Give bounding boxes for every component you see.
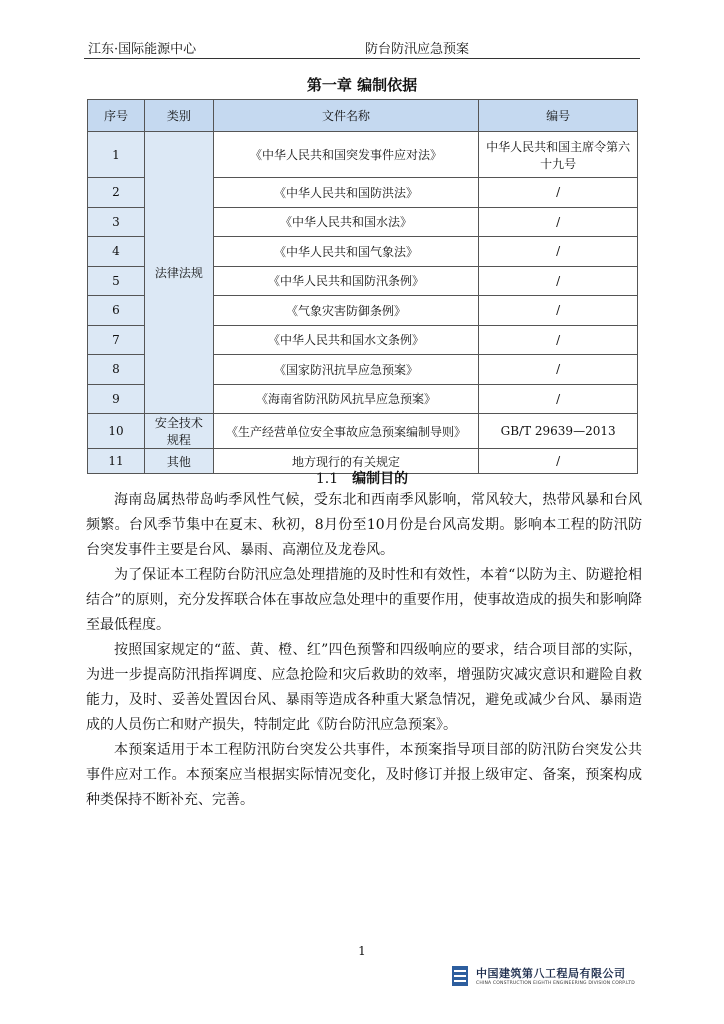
row-document-name: 《海南省防汛防风抗旱应急预案》: [213, 384, 478, 414]
row-code: /: [479, 325, 638, 355]
row-document-name: 地方现行的有关规定: [213, 449, 478, 474]
footer-company-name-en: CHINA CONSTRUCTION EIGHTH ENGINEERING DIVISION CORP.LTD: [476, 981, 635, 986]
table-row: [88, 414, 638, 449]
footer-company-name: 中国建筑第八工程局有限公司: [476, 967, 626, 980]
table-header-row: [88, 100, 638, 132]
table-row: [88, 132, 638, 178]
section-title: 编制目的: [352, 471, 409, 487]
row-code: /: [479, 237, 638, 267]
page-number: 1: [358, 944, 366, 958]
body-text: [86, 488, 642, 813]
row-code: /: [479, 449, 638, 474]
column-header-code: 编号: [479, 100, 638, 132]
row-document-name: 《中华人民共和国水法》: [213, 207, 478, 237]
section-heading: [0, 468, 724, 488]
column-header-category: 类别: [144, 100, 213, 132]
row-document-name: 《生产经营单位安全事故应急预案编制导则》: [213, 414, 478, 449]
section-number: 1.1: [315, 471, 339, 487]
chapter-title: 第一章 编制依据: [306, 76, 418, 94]
row-document-name: 《国家防汛抗旱应急预案》: [213, 355, 478, 385]
paragraph: 按照国家规定的“蓝、黄、橙、红”四色预警和四级响应的要求，结合项目部的实际，为进一步提高防汛指挥调度、应急抢险和灾后救助的效率，增强防灾减灾意识和避险自救能力，及时、妥善处置因台风、暴雨等造成各种重大紧急情况，避免或减少台风、暴雨造成的人员伤亡和财产损失，特制定此《防台防汛应急预案》。: [86, 642, 642, 733]
row-document-name: 《中华人民共和国防洪法》: [213, 178, 478, 208]
row-index: 7: [88, 325, 145, 355]
row-document-name: 《中华人民共和国水文条例》: [213, 325, 478, 355]
row-code: /: [479, 266, 638, 296]
row-index: 5: [88, 266, 145, 296]
row-category: 安全技术规程: [144, 414, 213, 449]
row-index: 4: [88, 237, 145, 267]
row-document-name: 《气象灾害防御条例》: [213, 296, 478, 326]
row-index: 10: [88, 414, 145, 449]
row-category: 法律法规: [144, 132, 213, 414]
row-index: 3: [88, 207, 145, 237]
row-document-name: 《中华人民共和国突发事件应对法》: [213, 132, 478, 178]
row-index: 9: [88, 384, 145, 414]
regulations-table: [87, 99, 638, 474]
paragraph: 海南岛属热带岛屿季风性气候，受东北和西南季风影响，常风较大，热带风暴和台风频繁。台风季节集中在夏末、秋初，8月份至10月份是台风高发期。影响本工程的防汛防台突发事件主要是台风、暴雨、高潮位及龙卷风。: [86, 492, 642, 558]
company-logo-icon: [452, 966, 468, 986]
row-code: 中华人民共和国主席令第六十九号: [479, 132, 638, 178]
column-header-index: 序号: [88, 100, 145, 132]
header-divider: [84, 58, 640, 59]
row-index: 2: [88, 178, 145, 208]
column-header-document-name: 文件名称: [213, 100, 478, 132]
row-document-name: 《中华人民共和国气象法》: [213, 237, 478, 267]
row-document-name: 《中华人民共和国防汛条例》: [213, 266, 478, 296]
row-index: 8: [88, 355, 145, 385]
row-code: /: [479, 296, 638, 326]
row-index: 1: [88, 132, 145, 178]
row-code: GB/T 29639—2013: [479, 414, 638, 449]
row-category: 其他: [144, 449, 213, 474]
row-code: /: [479, 207, 638, 237]
row-index: 6: [88, 296, 145, 326]
row-code: /: [479, 355, 638, 385]
row-code: /: [479, 384, 638, 414]
paragraph: 为了保证本工程防台防汛应急处理措施的及时性和有效性，本着“以防为主、防避抢相结合”的原则，充分发挥联合体在事故应急处理中的重要作用，使事故造成的损失和影响降至最低程度。: [86, 567, 642, 633]
paragraph: 本预案适用于本工程防汛防台突发公共事件，本预案指导项目部的防汛防台突发公共事件应对工作。本预案应当根据实际情况变化，及时修订并报上级审定、备案，预案构成种类保持不断补充、完善。: [86, 742, 642, 808]
header-project-name: 江东·国际能源中心: [88, 42, 197, 57]
row-code: /: [479, 178, 638, 208]
row-index: 11: [88, 449, 145, 474]
header-document-title: 防台防汛应急预案: [365, 42, 470, 57]
